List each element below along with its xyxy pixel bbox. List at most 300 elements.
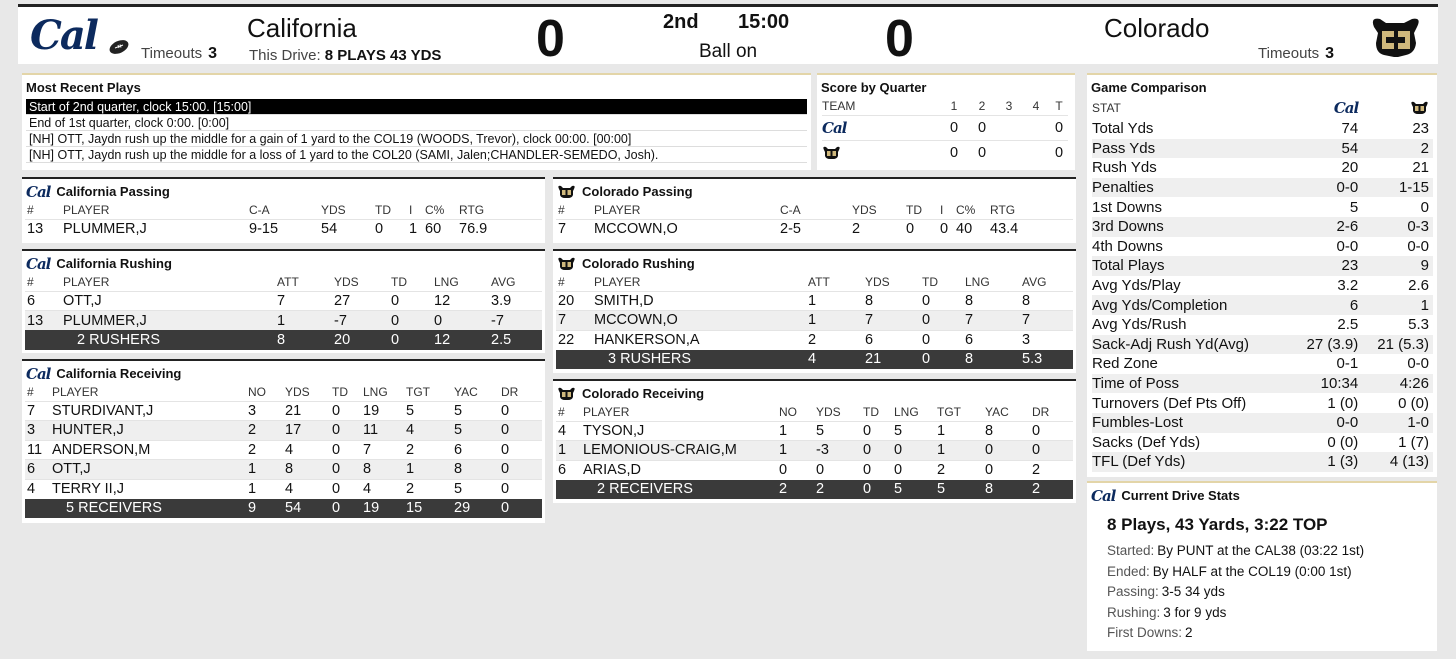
column-header: TD	[906, 202, 922, 217]
total-cell: 2 RECEIVERS	[583, 480, 779, 500]
table-cell: 17	[285, 421, 332, 441]
table-cell: 0	[391, 291, 434, 311]
sbq-cell	[996, 115, 1022, 140]
table-cell: 27	[334, 291, 391, 311]
column-header: TD	[375, 202, 391, 217]
table-cell: 2	[248, 440, 285, 460]
sbq-cell: 0	[940, 140, 968, 165]
column-header: #	[558, 404, 565, 419]
table-cell[interactable]: MCCOWN,O	[594, 311, 808, 331]
column-header: PLAYER	[594, 202, 641, 217]
drive-rows	[1087, 543, 1437, 646]
total-cell: 2	[816, 480, 863, 500]
sbq-header: 2	[978, 98, 986, 113]
table-cell: 0	[332, 479, 363, 499]
table-cell[interactable]: SMITH,D	[594, 291, 808, 311]
table-cell: 0	[863, 460, 894, 480]
column-header: TD	[332, 384, 348, 399]
game-clock: 15:00	[738, 11, 790, 33]
cal-mini-logo: Cal	[26, 364, 51, 383]
comparison-stat-value: 0-0	[1336, 237, 1359, 255]
table-cell[interactable]: OTT,J	[63, 291, 277, 311]
column-header: DR	[1032, 404, 1050, 419]
comparison-stat-value: 1 (0)	[1327, 394, 1359, 412]
table-cell: 8	[985, 421, 1032, 441]
column-header: ATT	[277, 274, 299, 289]
total-cell: 20	[334, 330, 391, 350]
table-cell: 43.4	[990, 219, 1073, 239]
comparison-stat-label: Total Plays	[1092, 256, 1291, 276]
column-header: PLAYER	[52, 384, 99, 399]
play-item[interactable]: End of 1st quarter, clock 0:00. [0:00]	[26, 115, 807, 131]
drive-stat-value: By HALF at the COL19 (0:00 1st)	[1152, 563, 1352, 579]
total-cell: 5	[894, 480, 937, 500]
table-cell[interactable]: HANKERSON,A	[594, 330, 808, 350]
table-cell: 2	[808, 330, 865, 350]
table-cell: 1	[808, 311, 865, 331]
table-cell[interactable]: ANDERSON,M	[52, 440, 248, 460]
table-cell[interactable]: ARIAS,D	[583, 460, 779, 480]
colorado-rushing-panel	[553, 249, 1076, 373]
comparison-row	[1092, 393, 1433, 413]
sbq-row	[822, 115, 1068, 140]
comparison-stat-label: Penalties	[1092, 178, 1291, 198]
table-row	[556, 421, 1073, 441]
column-header: C-A	[780, 202, 801, 217]
away-score: 0	[885, 10, 914, 68]
comparison-row	[1092, 452, 1433, 472]
table-cell: 8	[285, 460, 332, 480]
comparison-stat-label: Sacks (Def Yds)	[1092, 433, 1201, 451]
table-cell: 2	[852, 219, 906, 239]
total-cell: 2	[1032, 480, 1073, 500]
table-cell: 4	[556, 421, 583, 441]
table-cell: 0	[816, 460, 863, 480]
comparison-row	[1092, 178, 1433, 198]
this-drive: This Drive: 8 PLAYS 43 YDS	[249, 47, 442, 64]
cal-mini-logo: Cal	[822, 118, 847, 137]
sbq-cell: 0	[968, 115, 996, 140]
total-cell: 5.3	[1022, 350, 1073, 370]
column-header: #	[27, 202, 34, 217]
comparison-stat-value: 23	[1412, 120, 1429, 138]
comparison-stat-value: 21	[1412, 159, 1429, 177]
table-cell: 0	[501, 401, 542, 421]
sbq-header: 3	[1005, 98, 1013, 113]
table-cell: 0	[434, 311, 491, 331]
table-cell: 0	[332, 460, 363, 480]
table-cell[interactable]: TERRY II,J	[52, 479, 248, 499]
comparison-row	[1092, 158, 1433, 178]
table-cell: 0	[894, 441, 937, 461]
table-cell: 11	[25, 440, 52, 460]
column-header: LNG	[434, 274, 459, 289]
comparison-stat-label: Sack-Adj Rush Yd(Avg)	[1092, 335, 1291, 355]
comparison-stat-value: 1 (7)	[1398, 433, 1429, 451]
comparison-row	[1092, 433, 1433, 453]
table-row	[556, 460, 1073, 480]
column-header: TD	[922, 274, 938, 289]
drive-stat-label: Ended:	[1107, 563, 1150, 579]
ball-on: Ball on	[699, 41, 758, 62]
comparison-row	[1092, 197, 1433, 217]
home-timeouts: Timeouts 3	[141, 45, 218, 62]
table-cell: 8	[363, 460, 406, 480]
column-header: C-A	[249, 202, 270, 217]
game-comparison-title: Game Comparison	[1091, 80, 1207, 95]
table-cell: 4	[285, 440, 332, 460]
table-cell[interactable]: LEMONIOUS-CRAIG,M	[583, 441, 779, 461]
column-header: #	[27, 274, 34, 289]
comparison-stat-value: 0-0	[1291, 413, 1362, 433]
table-cell[interactable]: OTT,J	[52, 460, 248, 480]
table-cell: 13	[25, 219, 63, 239]
table-cell: 5	[406, 401, 454, 421]
column-header: YDS	[816, 404, 841, 419]
comparison-row	[1092, 315, 1433, 335]
play-item[interactable]: Start of 2nd quarter, clock 15:00. [15:00]	[26, 99, 807, 115]
table-cell: 0	[1032, 441, 1073, 461]
score-by-quarter-title: Score by Quarter	[821, 80, 927, 95]
comparison-row	[1092, 237, 1433, 257]
column-header: #	[558, 274, 565, 289]
total-cell: 0	[391, 330, 434, 350]
column-header: NO	[248, 384, 266, 399]
colorado-mini-logo	[557, 185, 576, 199]
column-header: AVG	[491, 274, 516, 289]
comparison-stat-value: 0	[1420, 198, 1429, 216]
colorado-receiving-panel	[553, 379, 1076, 503]
comparison-row	[1092, 217, 1433, 237]
comparison-stat-value: 5.3	[1408, 316, 1429, 334]
table-cell: 2	[406, 440, 454, 460]
sbq-header: 4	[1032, 98, 1040, 113]
total-cell: 5	[937, 480, 985, 500]
column-header: TD	[863, 404, 879, 419]
comparison-stat-value: 0-0	[1407, 355, 1429, 373]
comparison-row	[1092, 119, 1433, 139]
comparison-stat-value: 4 (13)	[1362, 452, 1433, 472]
table-cell: 3	[25, 421, 52, 441]
quarter: 2nd	[663, 11, 699, 33]
total-cell: 5 RECEIVERS	[52, 499, 248, 519]
total-cell: 2.5	[491, 330, 542, 350]
column-header: I	[940, 202, 944, 217]
total-cell: 15	[406, 499, 454, 519]
cal-team-cell	[822, 115, 940, 140]
column-header: AVG	[1022, 274, 1047, 289]
total-cell: 19	[363, 499, 406, 519]
comparison-stat-value: 0-0	[1291, 178, 1362, 198]
table-cell: 7	[965, 311, 1022, 331]
colorado-mini-logo	[557, 387, 576, 401]
table-cell: 2	[248, 421, 285, 441]
comparison-stat-value: 3.2	[1337, 277, 1359, 295]
table-cell: 12	[434, 291, 491, 311]
colorado-passing-panel	[553, 177, 1076, 243]
drive-stat-label: Started:	[1107, 543, 1155, 558]
comparison-stat-value: 20	[1341, 159, 1359, 177]
stats-table	[556, 201, 1073, 239]
total-cell	[25, 499, 52, 519]
drive-stat-row	[1107, 584, 1437, 605]
comparison-stat-value: 0 (0)	[1327, 433, 1359, 451]
table-cell: 0	[940, 219, 956, 239]
table-cell: 60	[425, 219, 459, 239]
table-cell: 3	[1022, 330, 1073, 350]
sbq-header: T	[1055, 98, 1063, 113]
table-cell: 0	[894, 460, 937, 480]
cal-passing-panel	[22, 177, 545, 243]
table-cell: 8	[454, 460, 501, 480]
comparison-stat-label: Rush Yds	[1092, 159, 1157, 177]
colorado-mini-logo	[822, 146, 841, 160]
total-cell: 0	[863, 480, 894, 500]
sbq-cell	[1022, 140, 1050, 165]
table-cell: 7	[865, 311, 922, 331]
table-cell[interactable]: STURDIVANT,J	[52, 401, 248, 421]
total-cell: 2 RUSHERS	[63, 330, 277, 350]
column-header: YAC	[985, 404, 1009, 419]
comparison-stat-label: Time of Poss	[1092, 374, 1291, 394]
column-header: LNG	[363, 384, 388, 399]
comparison-stat-value: 10:34	[1291, 374, 1362, 394]
home-score: 0	[536, 10, 565, 68]
column-header: PLAYER	[63, 202, 110, 217]
table-row	[556, 311, 1073, 331]
total-cell: 29	[454, 499, 501, 519]
total-cell: 3 RUSHERS	[594, 350, 808, 370]
comparison-stat-label: Avg Yds/Play	[1092, 277, 1181, 295]
comparison-stat-label: Avg Yds/Rush	[1092, 316, 1187, 334]
comparison-stat-label: TFL (Def Yds)	[1092, 452, 1291, 472]
column-header: ATT	[808, 274, 830, 289]
column-header: TD	[391, 274, 407, 289]
comparison-stat-label: 1st Downs	[1092, 198, 1163, 216]
comparison-stat-value: 9	[1362, 256, 1433, 276]
table-cell: 0	[332, 401, 363, 421]
comparison-stat-value: 2.6	[1408, 277, 1429, 295]
table-cell: 1	[277, 311, 334, 331]
table-cell: 0	[332, 421, 363, 441]
comparison-row	[1092, 335, 1433, 355]
comparison-stat-label: Turnovers (Def Pts Off)	[1092, 394, 1247, 412]
comparison-stat-label: Red Zone	[1092, 355, 1158, 373]
table-cell: 2-5	[780, 219, 852, 239]
sbq-cell: 0	[1050, 115, 1068, 140]
table-cell: 0	[332, 440, 363, 460]
game-comparison-table	[1092, 97, 1433, 472]
table-cell: 0	[922, 330, 965, 350]
table-cell: -3	[816, 441, 863, 461]
table-row	[25, 401, 542, 421]
stats-table	[25, 273, 542, 350]
table-cell: 20	[556, 291, 594, 311]
possession-football-icon	[108, 40, 130, 54]
table-cell: 6	[454, 440, 501, 460]
comparison-stat-label: Avg Yds/Completion	[1092, 295, 1291, 315]
table-cell: 1	[556, 441, 583, 461]
table-cell[interactable]: MCCOWN,O	[594, 219, 780, 239]
table-cell[interactable]: HUNTER,J	[52, 421, 248, 441]
table-cell: 7	[363, 440, 406, 460]
table-cell: 40	[956, 219, 990, 239]
comparison-stat-value: 1 (3)	[1291, 452, 1362, 472]
table-row	[25, 440, 542, 460]
comparison-stat-value: 0-0	[1407, 237, 1429, 255]
table-cell: 6	[25, 460, 52, 480]
table-cell: 0	[906, 219, 940, 239]
table-title: Colorado Passing	[553, 179, 1076, 201]
comparison-stat-value: 1	[1362, 295, 1433, 315]
comparison-stat-value: 4:26	[1362, 374, 1433, 394]
recent-plays-title: Most Recent Plays	[26, 80, 141, 95]
sbq-cell	[1022, 115, 1050, 140]
table-row	[25, 311, 542, 331]
total-cell: 8	[277, 330, 334, 350]
drive-stat-value: 3-5 34 yds	[1161, 584, 1225, 599]
table-cell: 9-15	[249, 219, 321, 239]
table-cell: 0	[863, 441, 894, 461]
drive-stat-row	[1107, 564, 1437, 585]
table-cell: 0	[922, 291, 965, 311]
game-comparison-panel	[1087, 73, 1437, 477]
away-team-name: Colorado	[1104, 13, 1210, 43]
table-cell: 7	[1022, 311, 1073, 331]
table-cell: -7	[334, 311, 391, 331]
table-cell: 5	[816, 421, 863, 441]
stat-header: STAT	[1092, 101, 1121, 115]
table-cell: -7	[491, 311, 542, 331]
total-cell	[556, 350, 594, 370]
table-row	[25, 291, 542, 311]
column-header: YDS	[865, 274, 890, 289]
colorado-mini-logo	[557, 257, 576, 271]
comparison-stat-value: 0-1	[1336, 355, 1359, 373]
column-header: YDS	[852, 202, 877, 217]
cal-logo: Cal	[30, 12, 97, 59]
table-cell: 0	[985, 441, 1032, 461]
drive-stat-value: 3 for 9 yds	[1163, 604, 1227, 620]
colorado-team-cell	[822, 140, 940, 165]
table-title: Colorado Receiving	[553, 381, 1076, 403]
total-cell: 21	[865, 350, 922, 370]
table-cell: 1	[779, 421, 816, 441]
comparison-stat-value: 5	[1349, 198, 1359, 216]
table-cell: 3	[248, 401, 285, 421]
table-row	[25, 460, 542, 480]
total-cell: 0	[332, 499, 363, 519]
total-cell: 0	[501, 499, 542, 519]
total-cell: 8	[965, 350, 1022, 370]
colorado-buffalo-logo	[1368, 13, 1423, 61]
column-header: I	[409, 202, 413, 217]
drive-stat-value: 2	[1185, 625, 1193, 640]
table-cell: 8	[865, 291, 922, 311]
table-cell: 11	[363, 421, 406, 441]
comparison-stat-value: 1-0	[1362, 413, 1433, 433]
table-row	[556, 330, 1073, 350]
comparison-stat-value: 6	[1291, 295, 1362, 315]
column-header: PLAYER	[583, 404, 630, 419]
total-cell: 0	[922, 350, 965, 370]
table-cell: 0	[1032, 421, 1073, 441]
table-cell: 0	[391, 311, 434, 331]
stats-table	[25, 201, 542, 239]
comparison-stat-label: Pass Yds	[1092, 139, 1291, 159]
column-header: #	[558, 202, 565, 217]
table-row	[556, 219, 1073, 239]
recent-plays-panel	[22, 73, 811, 170]
table-cell: 0	[375, 219, 409, 239]
table-cell: 1	[406, 460, 454, 480]
table-cell: 4	[285, 479, 332, 499]
cal-mini-logo: Cal	[1091, 486, 1116, 505]
table-cell: 8	[1022, 291, 1073, 311]
total-cell: 9	[248, 499, 285, 519]
column-header: YAC	[454, 384, 478, 399]
table-cell[interactable]: PLUMMER,J	[63, 219, 249, 239]
comparison-stat-value: 2.5	[1337, 316, 1359, 334]
table-cell: 6	[25, 291, 63, 311]
table-cell: 0	[501, 460, 542, 480]
total-cell: 2	[779, 480, 816, 500]
drive-stat-value: By PUNT at the CAL38 (03:22 1st)	[1157, 543, 1365, 558]
stats-table	[556, 273, 1073, 369]
current-drive-panel	[1087, 481, 1437, 651]
table-cell[interactable]: TYSON,J	[583, 421, 779, 441]
total-row	[25, 330, 542, 350]
table-title: Cal California Passing	[26, 182, 170, 201]
play-item[interactable]: [NH] OTT, Jaydn rush up the middle for a loss of 1 yard to the COL20 (SAMI, Jalen;CHANDLER-SEMEDO, Josh).	[26, 147, 807, 163]
current-drive-title: Cal Current Drive Stats	[1091, 486, 1240, 505]
table-cell: 0	[863, 421, 894, 441]
table-cell: 4	[363, 479, 406, 499]
sbq-cell: 0	[968, 140, 996, 165]
comparison-stat-label: 3rd Downs	[1092, 217, 1291, 237]
play-item[interactable]: [NH] OTT, Jaydn rush up the middle for a gain of 1 yard to the COL19 (WOODS, Trevor), clock 00:00. [00:00]	[26, 131, 807, 147]
column-header: PLAYER	[594, 274, 641, 289]
table-title: Colorado Rushing	[553, 251, 1076, 273]
away-timeouts: Timeouts 3	[1258, 45, 1335, 62]
column-header: DR	[501, 384, 519, 399]
comparison-stat-value: 1-15	[1362, 178, 1433, 198]
total-row	[556, 480, 1073, 500]
stats-table	[25, 383, 542, 518]
comparison-stat-value: 0 (0)	[1398, 394, 1429, 412]
sbq-cell	[996, 140, 1022, 165]
comparison-row	[1092, 256, 1433, 276]
home-team-name: California	[247, 13, 357, 43]
comparison-row	[1092, 413, 1433, 433]
table-cell[interactable]: PLUMMER,J	[63, 311, 277, 331]
total-cell	[25, 330, 63, 350]
table-cell: 19	[363, 401, 406, 421]
table-cell: 2	[1032, 460, 1073, 480]
recent-plays-list	[22, 97, 811, 165]
comparison-row	[1092, 139, 1433, 159]
table-cell: 8	[965, 291, 1022, 311]
column-header: #	[27, 384, 34, 399]
column-header: LNG	[965, 274, 990, 289]
comparison-stat-value: 27 (3.9)	[1291, 335, 1362, 355]
scoreboard	[18, 4, 1438, 68]
table-cell: 0	[779, 460, 816, 480]
table-cell: 0	[501, 479, 542, 499]
table-title: Cal California Receiving	[26, 364, 182, 383]
sbq-row	[822, 140, 1068, 165]
table-cell: 1	[409, 219, 425, 239]
